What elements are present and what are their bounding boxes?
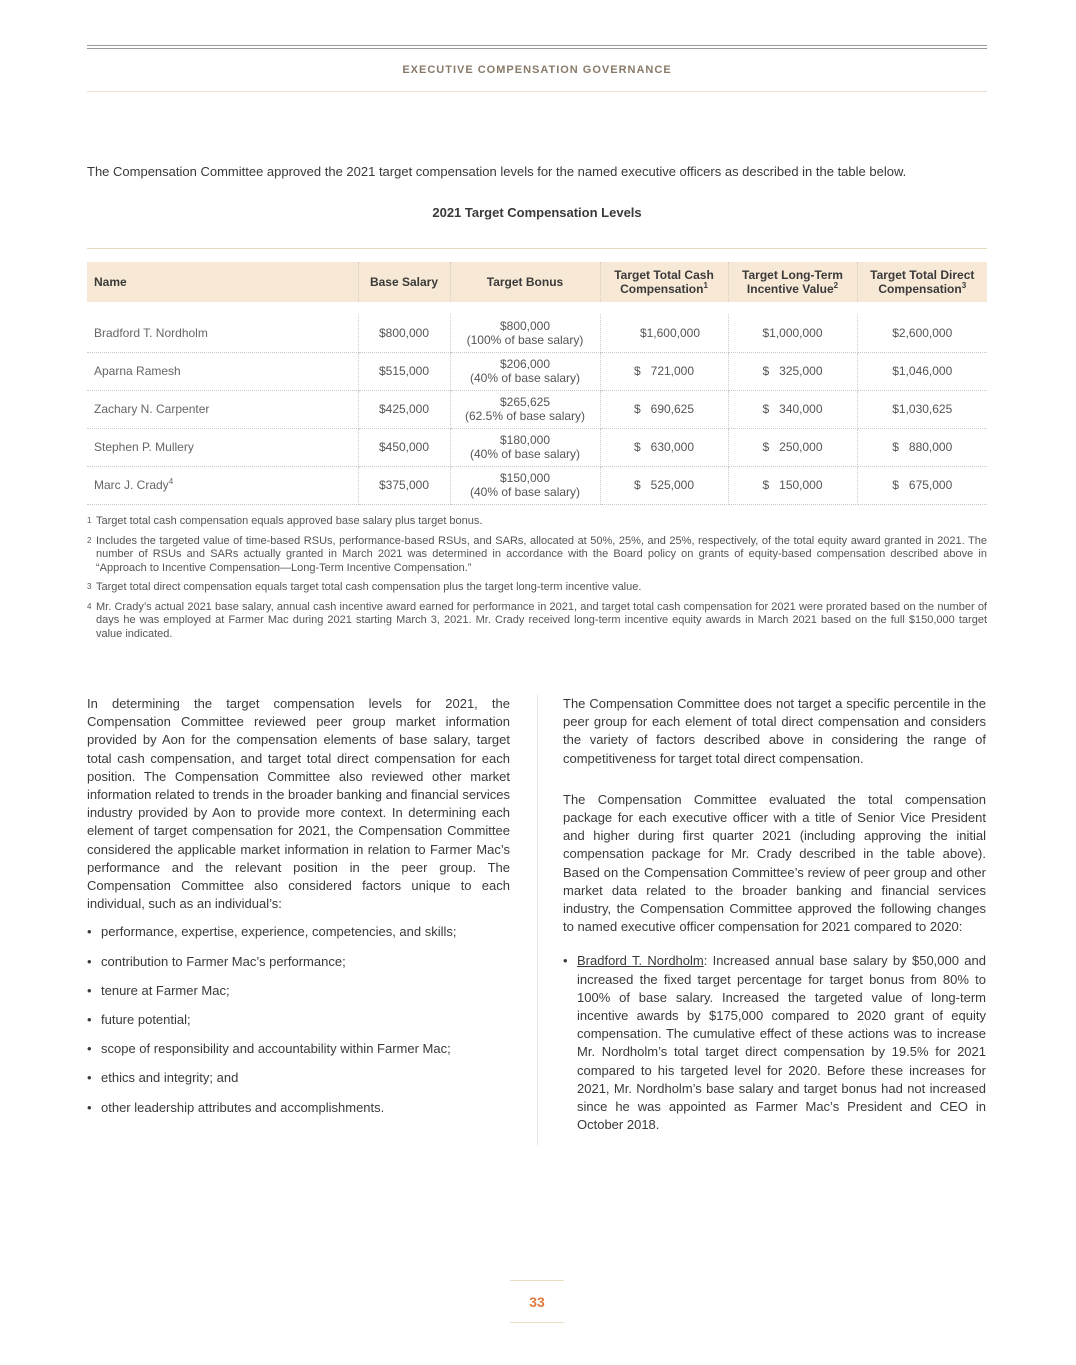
page-number: 33 [529,1294,545,1310]
cell-base-salary: $515,000 [358,352,450,390]
cell-target-bonus: $180,000 (40% of base salary) [450,428,600,466]
cell-target-total-cash: $ 525,000 [600,466,728,504]
list-item: • contribution to Farmer Mac’s performance; [87,953,510,971]
footnote: 2 Includes the targeted value of time-based RSUs, performance-based RSUs, and SARs, allocated at 50%, 25%, and 25%, respectively, of the total equity award granted in 2021. The number of RSUs and SARs actually granted in March 2021 was determined in accordance with the Board policy on grants of equity-based compensation described above in “Approach to Incentive Compensation—Long-Term Incentive Compensation.” [87,534,987,574]
footnotes [87,515,987,647]
cell-target-total-cash: $ 721,000 [600,352,728,390]
list-item: • Bradford T. Nordholm: Increased annual base salary by $50,000 and increased the fixed target percentage for target bonus from 80% to 100% of base salary. Increased the targeted value of long-term incentive awards by $175,000 compared to 2020 grant of equity compensation. The cumulative effect of these actions was to increase Mr. Nordholm’s total target direct compensation by 19.5% for 2021 compared to his targeted level for 2020. Before these increases for 2021, Mr. Nordholm’s base salary and target bonus had not increased since he was appointed as Farmer Mac’s President and CEO in October 2018. [563,952,986,1134]
cell-target-total-cash: $ 630,000 [600,428,728,466]
cell-target-long-term: $ 250,000 [728,428,857,466]
list-item: • other leadership attributes and accomplishments. [87,1099,510,1117]
cell-target-bonus: $265,625 (62.5% of base salary) [450,390,600,428]
cell-base-salary: $425,000 [358,390,450,428]
header-target-long-term: Target Long-Term Incentive Value$^2$ [728,262,857,302]
header-rule-bottom [87,48,987,49]
table-row [87,466,987,504]
cell-base-salary: $375,000 [358,466,450,504]
left-paragraph: In determining the target compensation levels for 2021, the Compensation Committee reviewed peer group market information provided by Aon for the compensation elements of base salary, target total cash compensation, and target total direct compensation for each position. The Compensation Committee also reviewed other market information related to trends in the broader banking and financial services industry provided by Aon to provide more context. In determining each element of target compensation for 2021, the Compensation Committee considered the applicable market information in relation to Farmer Mac’s performance and the relevant position in the peer group. The Compensation Committee also considered factors unique to each individual, such as an individual’s: [87,696,510,912]
cell-name: Zachary N. Carpenter [87,390,358,428]
cell-target-bonus: $800,000 (100% of base salary) [450,314,600,352]
list-item: • future potential; [87,1011,510,1029]
header-name: Name [87,262,358,302]
header-target-total-direct: Target Total Direct Compensation$^3$ [857,262,987,302]
header-target-bonus: Target Bonus [450,262,600,302]
cell-target-long-term: $1,000,000 [728,314,857,352]
table-title: 2021 Target Compensation Levels [432,205,642,220]
footnote: 4 Mr. Crady’s actual 2021 base salary, annual cash incentive award earned for performance in 2021, and target total cash compensation for 2021 were prorated based on the number of days he was employed at Farmer Mac during 2021 starting March 3, 2021. Mr. Crady received long-term incentive equity awards in March 2021 based on the full $150,000 target value indicated. [87,600,987,640]
cell-target-long-term: $ 340,000 [728,390,857,428]
header-target-total-cash: Target Total Cash Compensation$^1$ [600,262,728,302]
cell-base-salary: $800,000 [358,314,450,352]
column-divider [537,695,538,1145]
factor-list [87,923,510,1116]
table-row [87,314,987,352]
intro-paragraph: The Compensation Committee approved the 2021 target compensation levels for the named executive officers as described in the table below. [87,164,907,179]
table-header-row [87,262,987,302]
right-paragraph-1: The Compensation Committee does not target a specific percentile in the peer group for each element of total direct compensation and considers the variety of factors described above in considering the range of competitiveness for target total direct compensation. [563,696,986,766]
left-column [87,695,510,1128]
list-item: • performance, expertise, experience, competencies, and skills; [87,923,510,941]
cell-name: Bradford T. Nordholm [87,314,358,352]
header-base-salary: Base Salary [358,262,450,302]
header-rule-top [87,45,987,46]
cell-target-total-cash: $1,600,000 [600,314,728,352]
footnote: 1 Target total cash compensation equals approved base salary plus target bonus. [87,515,483,527]
cell-name: Aparna Ramesh [87,352,358,390]
cell-target-bonus: $206,000 (40% of base salary) [450,352,600,390]
cell-target-long-term: $ 150,000 [728,466,857,504]
table-row [87,390,987,428]
cell-target-total-cash: $ 690,625 [600,390,728,428]
cell-target-total-direct: $1,046,000 [857,352,987,390]
table-row [87,352,987,390]
list-item: • scope of responsibility and accountability within Farmer Mac; [87,1040,510,1058]
table-top-rule [87,248,987,249]
cell-target-bonus: $150,000 (40% of base salary) [450,466,600,504]
right-paragraph-2: The Compensation Committee evaluated the total compensation package for each executive officer with a title of Senior Vice President and higher during first quarter 2021 (including approving the initial compensation package for Mr. Crady described in the table above). Based on the Compensation Committee’s review of peer group and other market data related to the broader banking and financial services industry, the Compensation Committee approved the following changes to named executive officer compensation for 2021 compared to 2020: [563,791,986,935]
cell-target-total-direct: $2,600,000 [857,314,987,352]
section-header: EXECUTIVE COMPENSATION GOVERNANCE [402,64,672,76]
table-row [87,428,987,466]
cell-target-long-term: $ 325,000 [728,352,857,390]
compensation-table [87,262,987,505]
executive-name: Bradford T. Nordholm [577,953,704,969]
page-number-rule-top [510,1280,564,1281]
changes-list [563,952,986,1134]
cell-base-salary: $450,000 [358,428,450,466]
cell-target-total-direct: $1,030,625 [857,390,987,428]
header-underline [87,91,987,92]
cell-target-total-direct: $ 675,000 [857,466,987,504]
footnote: 3 Target total direct compensation equals target total cash compensation plus the target long-term incentive value. [87,581,642,593]
right-column [563,695,986,1134]
cell-target-total-direct: $ 880,000 [857,428,987,466]
list-item: • tenure at Farmer Mac; [87,982,510,1000]
cell-name: Stephen P. Mullery [87,428,358,466]
cell-name: Marc J. Crady$^4$ [87,466,358,504]
page-number-rule-bottom [510,1322,564,1323]
list-item: • ethics and integrity; and [87,1069,510,1087]
